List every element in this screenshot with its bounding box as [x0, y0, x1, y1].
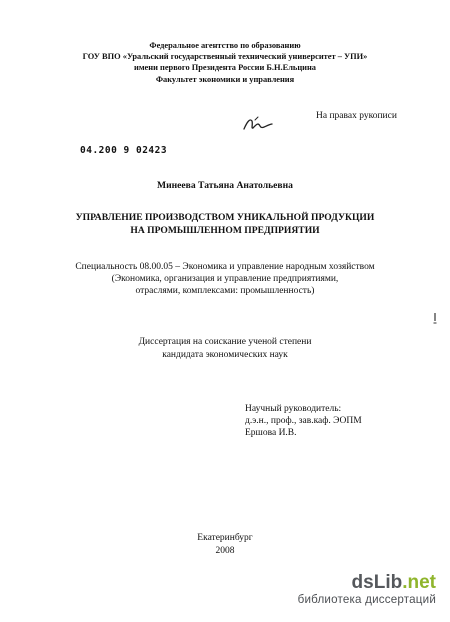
city: Екатеринбург — [197, 533, 253, 543]
degree-line-2: кандидата экономических наук — [162, 349, 288, 360]
header-line-faculty: Факультет экономики и управления — [155, 74, 295, 84]
supervisor-block — [245, 403, 362, 440]
author-name: Минеева Татьяна Анатольевна — [157, 180, 293, 191]
udk-code: 04.200 9 02423 — [80, 145, 168, 156]
supervisor-name: Ершова И.В. — [245, 428, 297, 439]
place-and-year — [0, 532, 450, 558]
manuscript-note: На правах рукописи — [316, 111, 397, 121]
year: 2008 — [215, 546, 235, 556]
header-line-university: ГОУ ВПО «Уральский государственный технический университет – УПИ» — [82, 52, 368, 62]
specialty-line-1: Специальность 08.00.05 – Экономика и управление народным хозяйством — [75, 262, 375, 272]
handwritten-signature — [241, 114, 275, 136]
dissertation-degree — [0, 336, 450, 361]
specialty-line-3: отраслями, комплексами: промышленность) — [135, 286, 315, 296]
title-line-2: НА ПРОМЫШЛЕННОМ ПРЕДПРИЯТИИ — [130, 224, 320, 236]
specialty-line-2: (Экономика, организация и управление предприятиями, — [111, 274, 339, 284]
dslib-logo — [298, 572, 436, 594]
dissertation-title — [0, 212, 450, 237]
institution-header — [0, 40, 450, 85]
specialty-block — [0, 261, 450, 297]
logo-part-net: .net — [402, 572, 436, 593]
supervisor-label: Научный руководитель: — [245, 404, 342, 414]
header-line-named-after: имени первого Президента России Б.Н.Ельцина — [134, 63, 316, 73]
watermark-subtitle: библиотека диссертаций — [297, 593, 436, 606]
dslib-watermark — [298, 572, 436, 606]
logo-part-dslib: dsLib — [351, 572, 403, 593]
degree-line-1: Диссертация на соискание ученой степени — [138, 337, 312, 347]
title-line-1: УПРАВЛЕНИЕ ПРОИЗВОДСТВОМ УНИКАЛЬНОЙ ПРОДУКЦИИ — [75, 212, 375, 223]
supervisor-title: д.э.н., проф., зав.каф. ЭОПМ — [245, 416, 362, 427]
scan-mark — [433, 312, 437, 324]
header-line-agency: Федеральное агентство по образованию — [149, 41, 301, 50]
